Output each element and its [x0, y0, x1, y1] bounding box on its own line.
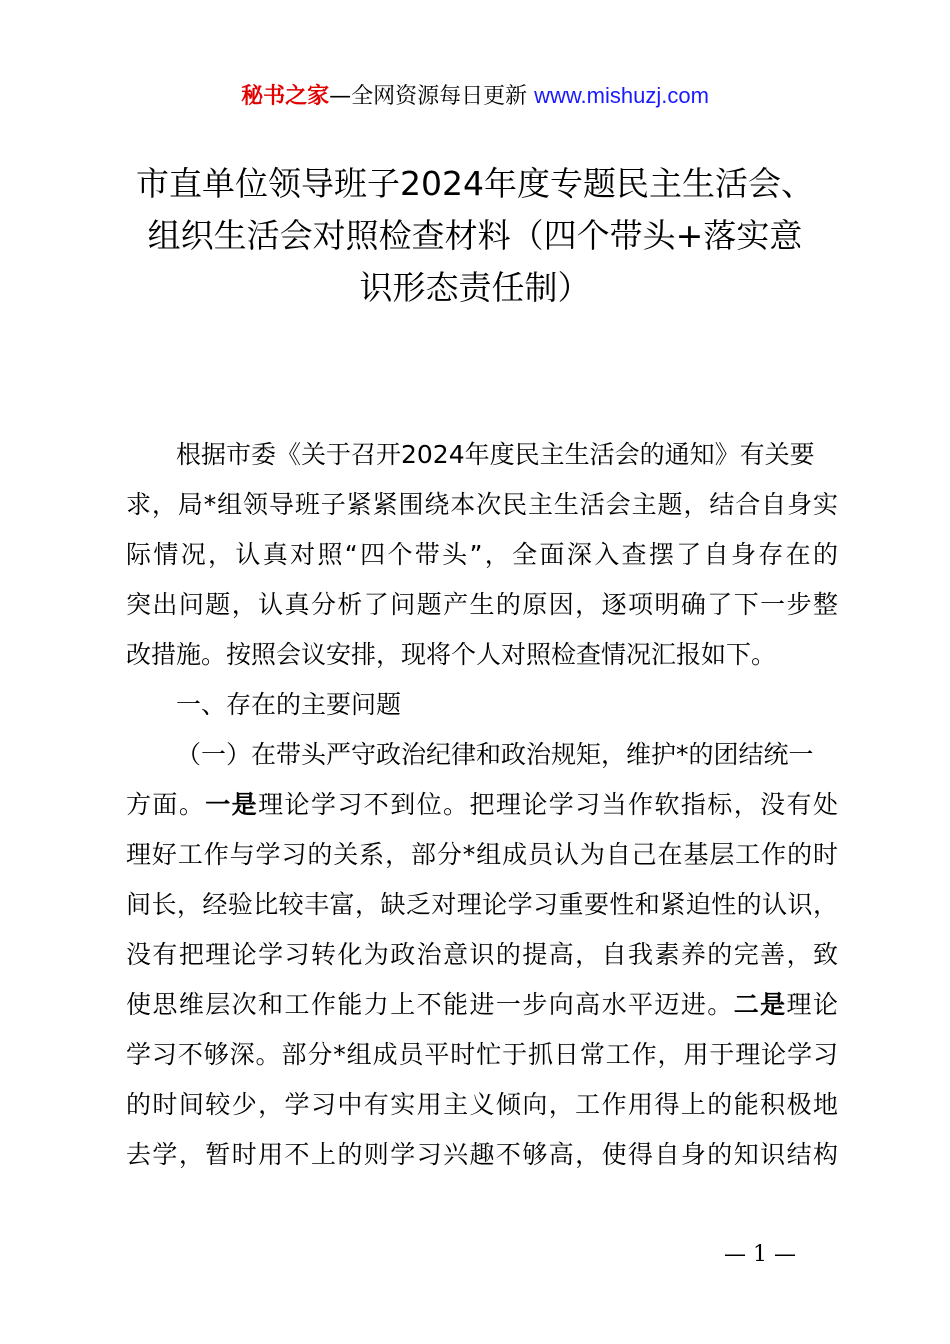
paragraph-line: 的时间较少，学习中有实用主义倾向，工作用得上的能积极地 [126, 1090, 838, 1119]
sub-heading: （一）在带头严守政治纪律和政治规矩，维护*的团结统一 [176, 740, 814, 769]
paragraph-line [126, 780, 838, 830]
intro-line: 际情况，认真对照“四个带头”，全面深入查摆了自身存在的 [126, 540, 838, 569]
document-body [126, 430, 838, 1180]
point-label: 二是 [733, 990, 787, 1019]
intro-line: 求，局*组领导班子紧紧围绕本次民主生活会主题，结合自身实 [126, 490, 838, 519]
banner-tagline: —全网资源每日更新 [329, 84, 535, 109]
document-title [100, 158, 850, 314]
paragraph-line: 理好工作与学习的关系，部分*组成员认为自己在基层工作的时 [126, 840, 838, 869]
banner-brand: 秘书之家 [241, 84, 330, 109]
intro-line: 突出问题，认真分析了问题产生的原因，逐项明确了下一步整 [126, 590, 838, 619]
paragraph-text: 理论学习不到位。把理论学习当作软指标，没有处 [258, 790, 838, 819]
section-heading: 一、存在的主要问题 [176, 690, 402, 719]
paragraph-line: 去学，暂时用不上的则学习兴趣不够高，使得自身的知识结构 [126, 1140, 838, 1169]
paragraph-line: 间长，经验比较丰富，缺乏对理论学习重要性和紧迫性的认识， [126, 890, 838, 919]
title-line: 组织生活会对照检查材料（四个带头+落实意 [147, 216, 803, 255]
page-number: — 1 — [724, 1242, 796, 1267]
paragraph-line: 没有把理论学习转化为政治意识的提高，自我素养的完善，致 [126, 940, 838, 969]
paragraph-text: 使思维层次和工作能力上不能进一步向高水平迈进。 [126, 990, 734, 1019]
banner-url-link[interactable]: www.mishuzj.com [534, 83, 709, 108]
paragraph-text: 理论 [786, 990, 838, 1019]
title-line: 市直单位领导班子2024年度专题民主生活会、 [136, 164, 814, 203]
point-label: 一是 [205, 790, 259, 819]
title-line: 识形态责任制） [359, 268, 591, 307]
paragraph-line: 学习不够深。部分*组成员平时忙于抓日常工作，用于理论学习 [126, 1040, 838, 1069]
intro-line: 根据市委《关于召开2024年度民主生活会的通知》有关要 [176, 440, 815, 469]
site-banner [0, 80, 950, 113]
paragraph-text: 方面。 [126, 790, 206, 819]
intro-line: 改措施。按照会议安排，现将个人对照检查情况汇报如下。 [126, 640, 777, 669]
paragraph-line [126, 980, 838, 1030]
